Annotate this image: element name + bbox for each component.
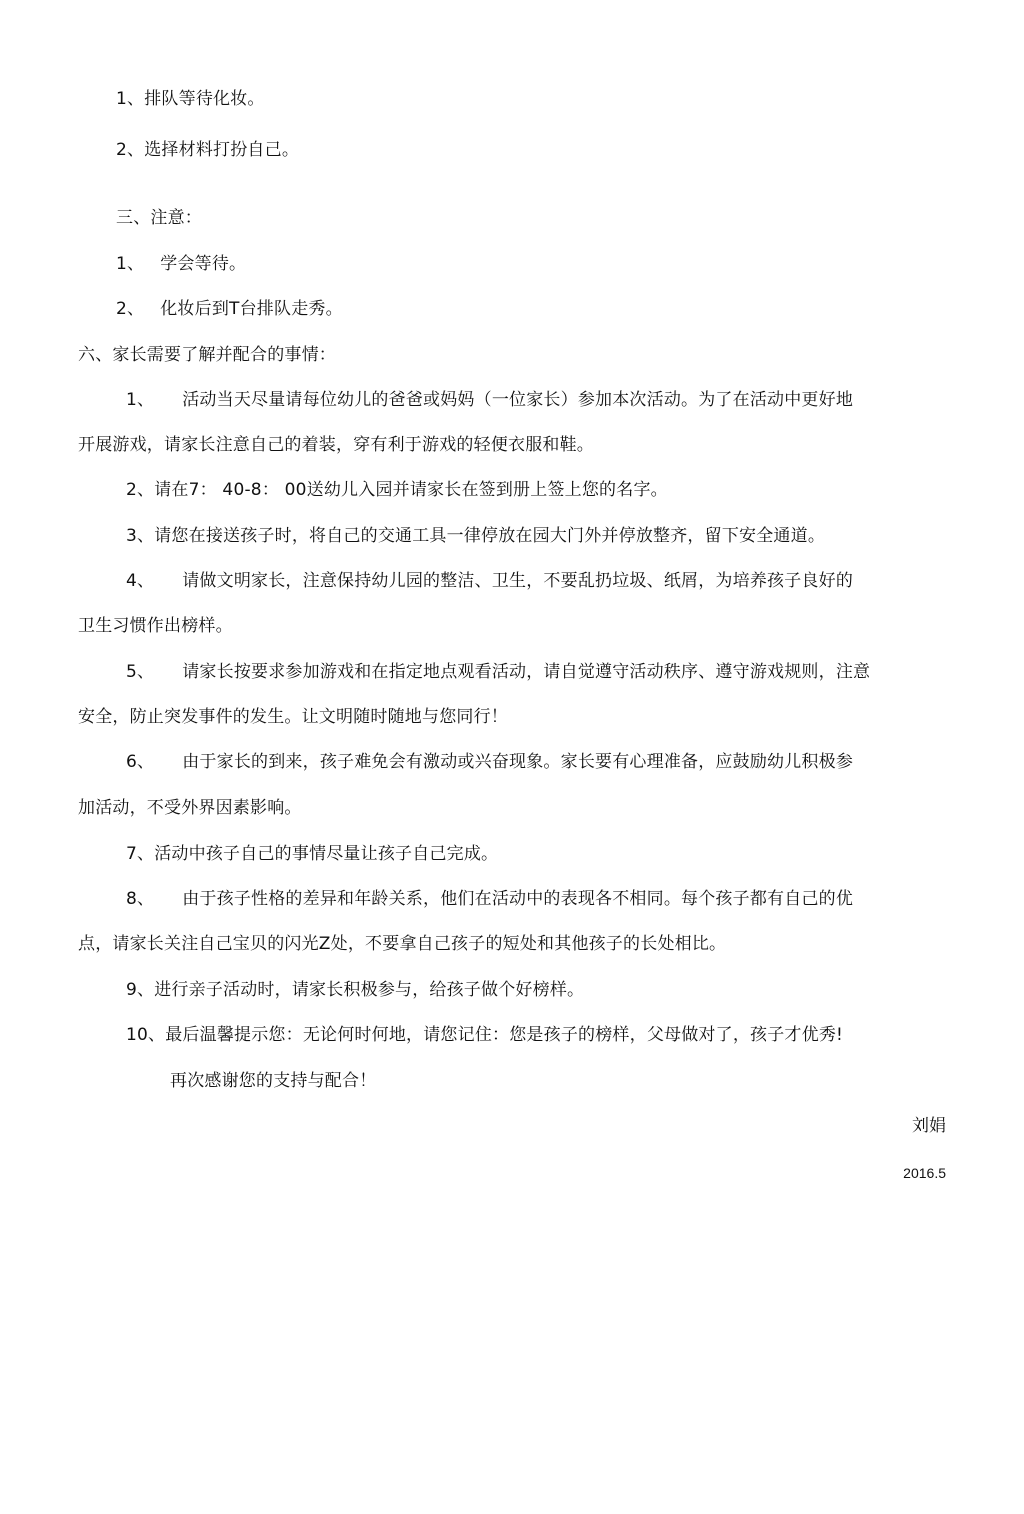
list-item: 2、请在7： 40-8： 00送幼儿入园并请家长在签到册上签上您的名字。 bbox=[126, 480, 668, 500]
list-item: 9、进行亲子活动时，请家长积极参与，给孩子做个好榜样。 bbox=[126, 980, 585, 1000]
section-heading: 六、家长需要了解并配合的事情： bbox=[78, 345, 336, 365]
list-item: 2、选择材料打扮自己。 bbox=[116, 140, 300, 160]
item-text-continued: 加活动，不受外界因素影响。 bbox=[78, 798, 302, 818]
item-text: 活动当天尽量请每位幼儿的爸爸或妈妈（一位家长）参加本次活动。为了在活动中更好地 bbox=[182, 390, 854, 410]
list-item: 3、请您在接送孩子时，将自己的交通工具一律停放在园大门外并停放整齐，留下安全通道。 bbox=[126, 526, 826, 546]
item-text: 由于孩子性格的差异和年龄关系，他们在活动中的表现各不相同。每个孩子都有自己的优 bbox=[182, 889, 854, 909]
item-number: 8、 bbox=[126, 889, 155, 909]
item-text: 化妆后到T台排队走秀。 bbox=[160, 299, 343, 319]
item-text-continued: 卫生习惯作出榜样。 bbox=[78, 616, 233, 636]
item-number: 1、 bbox=[116, 254, 145, 274]
item-text: 由于家长的到来，孩子难免会有激动或兴奋现象。家长要有心理准备，应鼓励幼儿积极参 bbox=[182, 752, 854, 772]
item-text-continued: 点，请家长关注自己宝贝的闪光Z处，不要拿自己孩子的短处和其他孩子的长处相比。 bbox=[78, 934, 727, 954]
item-number: 1、 bbox=[126, 390, 155, 410]
list-item bbox=[126, 888, 853, 910]
list-item bbox=[116, 253, 246, 275]
closing-thanks: 再次感谢您的支持与配合！ bbox=[170, 1071, 377, 1091]
item-text-continued: 安全，防止突发事件的发生。让文明随时随地与您同行！ bbox=[78, 707, 508, 727]
list-item bbox=[126, 751, 853, 773]
item-number: 5、 bbox=[126, 662, 155, 682]
signature: 刘娟 bbox=[912, 1116, 946, 1136]
item-text: 请家长按要求参加游戏和在指定地点观看活动，请自觉遵守活动秩序、遵守游戏规则，注意 bbox=[182, 662, 871, 682]
list-item bbox=[116, 298, 343, 320]
item-text: 学会等待。 bbox=[160, 254, 247, 274]
item-number: 4、 bbox=[126, 571, 155, 591]
list-item bbox=[126, 389, 853, 411]
list-item: 1、排队等待化妆。 bbox=[116, 89, 265, 109]
section-heading: 三、注意： bbox=[116, 208, 202, 228]
item-text: 请做文明家长，注意保持幼儿园的整洁、卫生，不要乱扔垃圾、纸屑，为培养孩子良好的 bbox=[182, 571, 854, 591]
item-number: 2、 bbox=[116, 299, 145, 319]
item-text-continued: 开展游戏，请家长注意自己的着装，穿有利于游戏的轻便衣服和鞋。 bbox=[78, 435, 594, 455]
list-item bbox=[126, 661, 870, 683]
list-item: 7、活动中孩子自己的事情尽量让孩子自己完成。 bbox=[126, 844, 499, 864]
list-item: 10、最后温馨提示您：无论何时何地，请您记住：您是孩子的榜样，父母做对了，孩子才优秀! bbox=[126, 1025, 844, 1045]
date: 2016.5 bbox=[903, 1165, 946, 1181]
list-item bbox=[126, 570, 853, 592]
item-number: 6、 bbox=[126, 752, 155, 772]
